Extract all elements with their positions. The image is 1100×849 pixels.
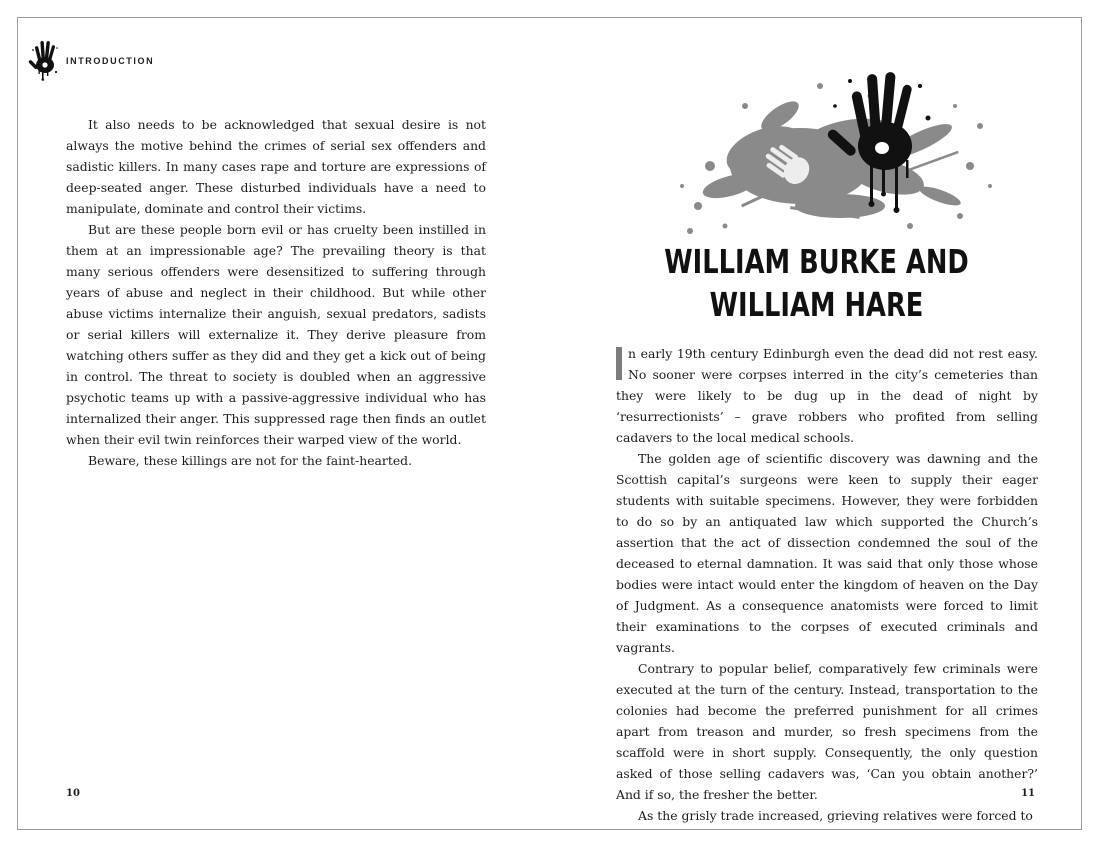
paragraph: Beware, these killings are not for the faint-hearted.: [88, 453, 413, 468]
handprint-splatter-illustration: [670, 46, 1000, 241]
right-body-text: [616, 343, 1038, 826]
right-page: [550, 18, 1083, 829]
page-number-left: 10: [66, 788, 80, 799]
bloody-handprint-icon: [28, 36, 62, 82]
paragraph: But are these people born evil or has cruelty been instilled in them at an impressionable age? The prevailing theory is that many serious offenders were desensitized to suffering through years of abuse and neglect in their childhood. But while other abuse victims internalize their anguish, sexual predators, sadists or serial killers will externalize it. They derive pleasure from watching others suffer as they did and they get a kick out of being in control. The threat to society is doubled when an aggressive psychotic teams up with a passive-aggressive individual who has internalized their anger. This suppressed rage then finds an outlet when their evil twin reinforces their warped view of the world.: [66, 222, 486, 447]
drop-cap-bar: [616, 347, 622, 380]
left-page: [18, 18, 550, 829]
chapter-title: [609, 240, 1025, 326]
chapter-title-line-1: WILLIAM BURKE AND: [664, 242, 969, 281]
paragraph: Contrary to popular belief, comparatively few criminals were executed at the turn of the century. Instead, transportation to the colonies had become the preferred punishment for all crimes apart from treason and murder, so fresh specimens from the scaffold were in short supply. Consequently, the only question asked of those selling cadavers was, ‘Can you obtain another?’ And if so, the fresher the better.: [616, 661, 1038, 802]
paragraph: The golden age of scientific discovery was dawning and the Scottish capital’s surgeons were keen to supply their eager students with suitable specimens. However, they were forbidden to do so by an antiquated law which supported the Church’s assertion that the act of dissection condemned the soul of the deceased to eternal damnation. It was said that only those whose bodies were intact would enter the kingdom of heaven on the Day of Judgment. As a consequence anatomists were forced to limit their examinations to the corpses of executed criminals and vagrants.: [616, 451, 1038, 655]
paragraph: As the grisly trade increased, grieving relatives were forced to: [638, 808, 1033, 823]
paragraph-text: n early 19th century Edinburgh even the dead did not rest easy. No sooner were corpses interred in the city’s cemeteries than they were likely to be dug up in the dead of night by ‘resurrectionists’ – grave robbers who profited from selling cadavers to the local medical schools.: [616, 346, 1038, 445]
left-body-text: [66, 114, 486, 471]
chapter-title-line-2: WILLIAM HARE: [709, 285, 924, 324]
opening-paragraph: [616, 343, 1038, 448]
book-spread: [17, 17, 1082, 830]
running-header: INTRODUCTION: [66, 56, 155, 66]
paragraph: It also needs to be acknowledged that sexual desire is not always the motive behind the crimes of serial sex offenders and sadistic killers. In many cases rape and torture are expressions of deep-seated anger. These disturbed individuals have a need to manipulate, dominate and control their victims.: [66, 117, 486, 216]
page-number-right: 11: [1021, 788, 1035, 799]
